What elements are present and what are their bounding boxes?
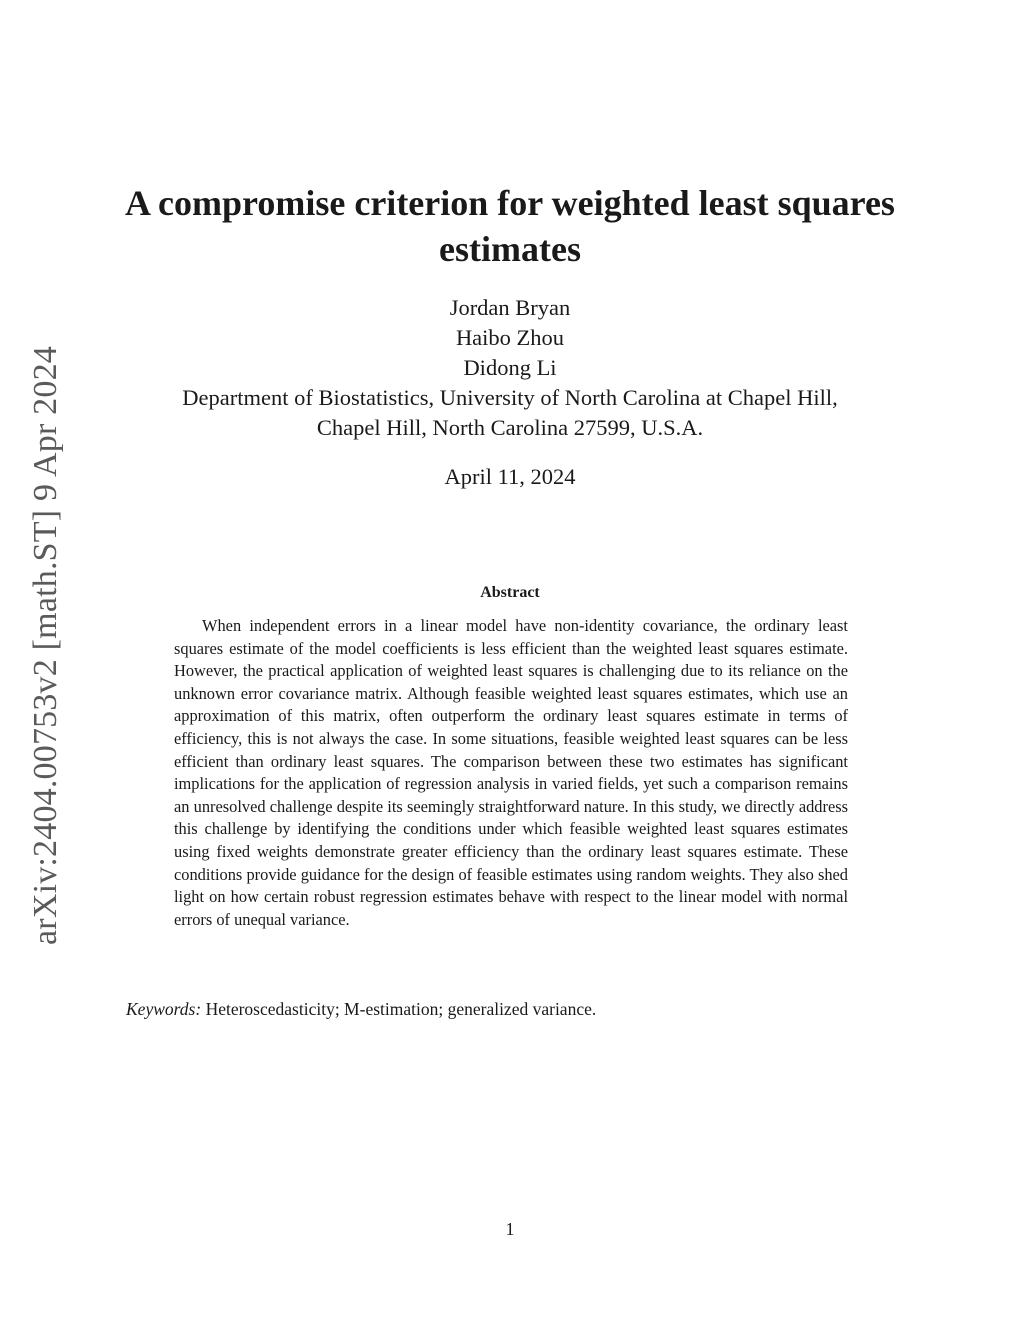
author-name: Didong Li (463, 355, 557, 380)
author-name: Jordan Bryan (449, 295, 571, 320)
keywords-label: Keywords: (126, 999, 202, 1019)
author-name: Haibo Zhou (455, 325, 565, 350)
keywords-text: Heteroscedasticity; M-estimation; generalized variance. (205, 999, 597, 1019)
keywords-line (126, 997, 906, 1021)
abstract-heading: Abstract (480, 584, 540, 601)
arxiv-identifier-stamp: arXiv:2404.00753v2 [math.ST] 9 Apr 2024 (27, 346, 64, 945)
author-block (80, 293, 940, 443)
page-number: 1 (505, 1219, 515, 1239)
abstract-body: When independent errors in a linear model have non-identity covariance, the ordinary least squares estimate of the model coefficients is less efficient than the weighted least squares estimate. However, the practical application of weighted least squares is challenging due to its reliance on the unknown error covariance matrix. Although feasible weighted least squares estimates, which use an approximation of this matrix, often outperform the ordinary least squares estimate in terms of efficiency, this is not always the case. In some situations, feasible weighted least squares can be less efficient than ordinary least squares. The comparison between these two estimates has significant implications for the application of regression analysis in varied fields, yet such a comparison remains an unresolved challenge despite its seemingly straightforward nature. In this study, we directly address this challenge by identifying the conditions under which feasible weighted least squares estimates using fixed weights demonstrate greater efficiency than the ordinary least squares estimate. These conditions provide guidance for the design of feasible estimates using random weights. They also shed light on how certain robust regression estimates behave with respect to the linear model with normal errors of unequal variance. (174, 616, 848, 929)
affiliation-line: Department of Biostatistics, University of North Carolina at Chapel Hill, (182, 385, 838, 410)
affiliation-line: Chapel Hill, North Carolina 27599, U.S.A. (316, 415, 704, 440)
paper-title: A compromise criterion for weighted least squares estimates (125, 183, 895, 269)
publication-date: April 11, 2024 (444, 464, 576, 489)
